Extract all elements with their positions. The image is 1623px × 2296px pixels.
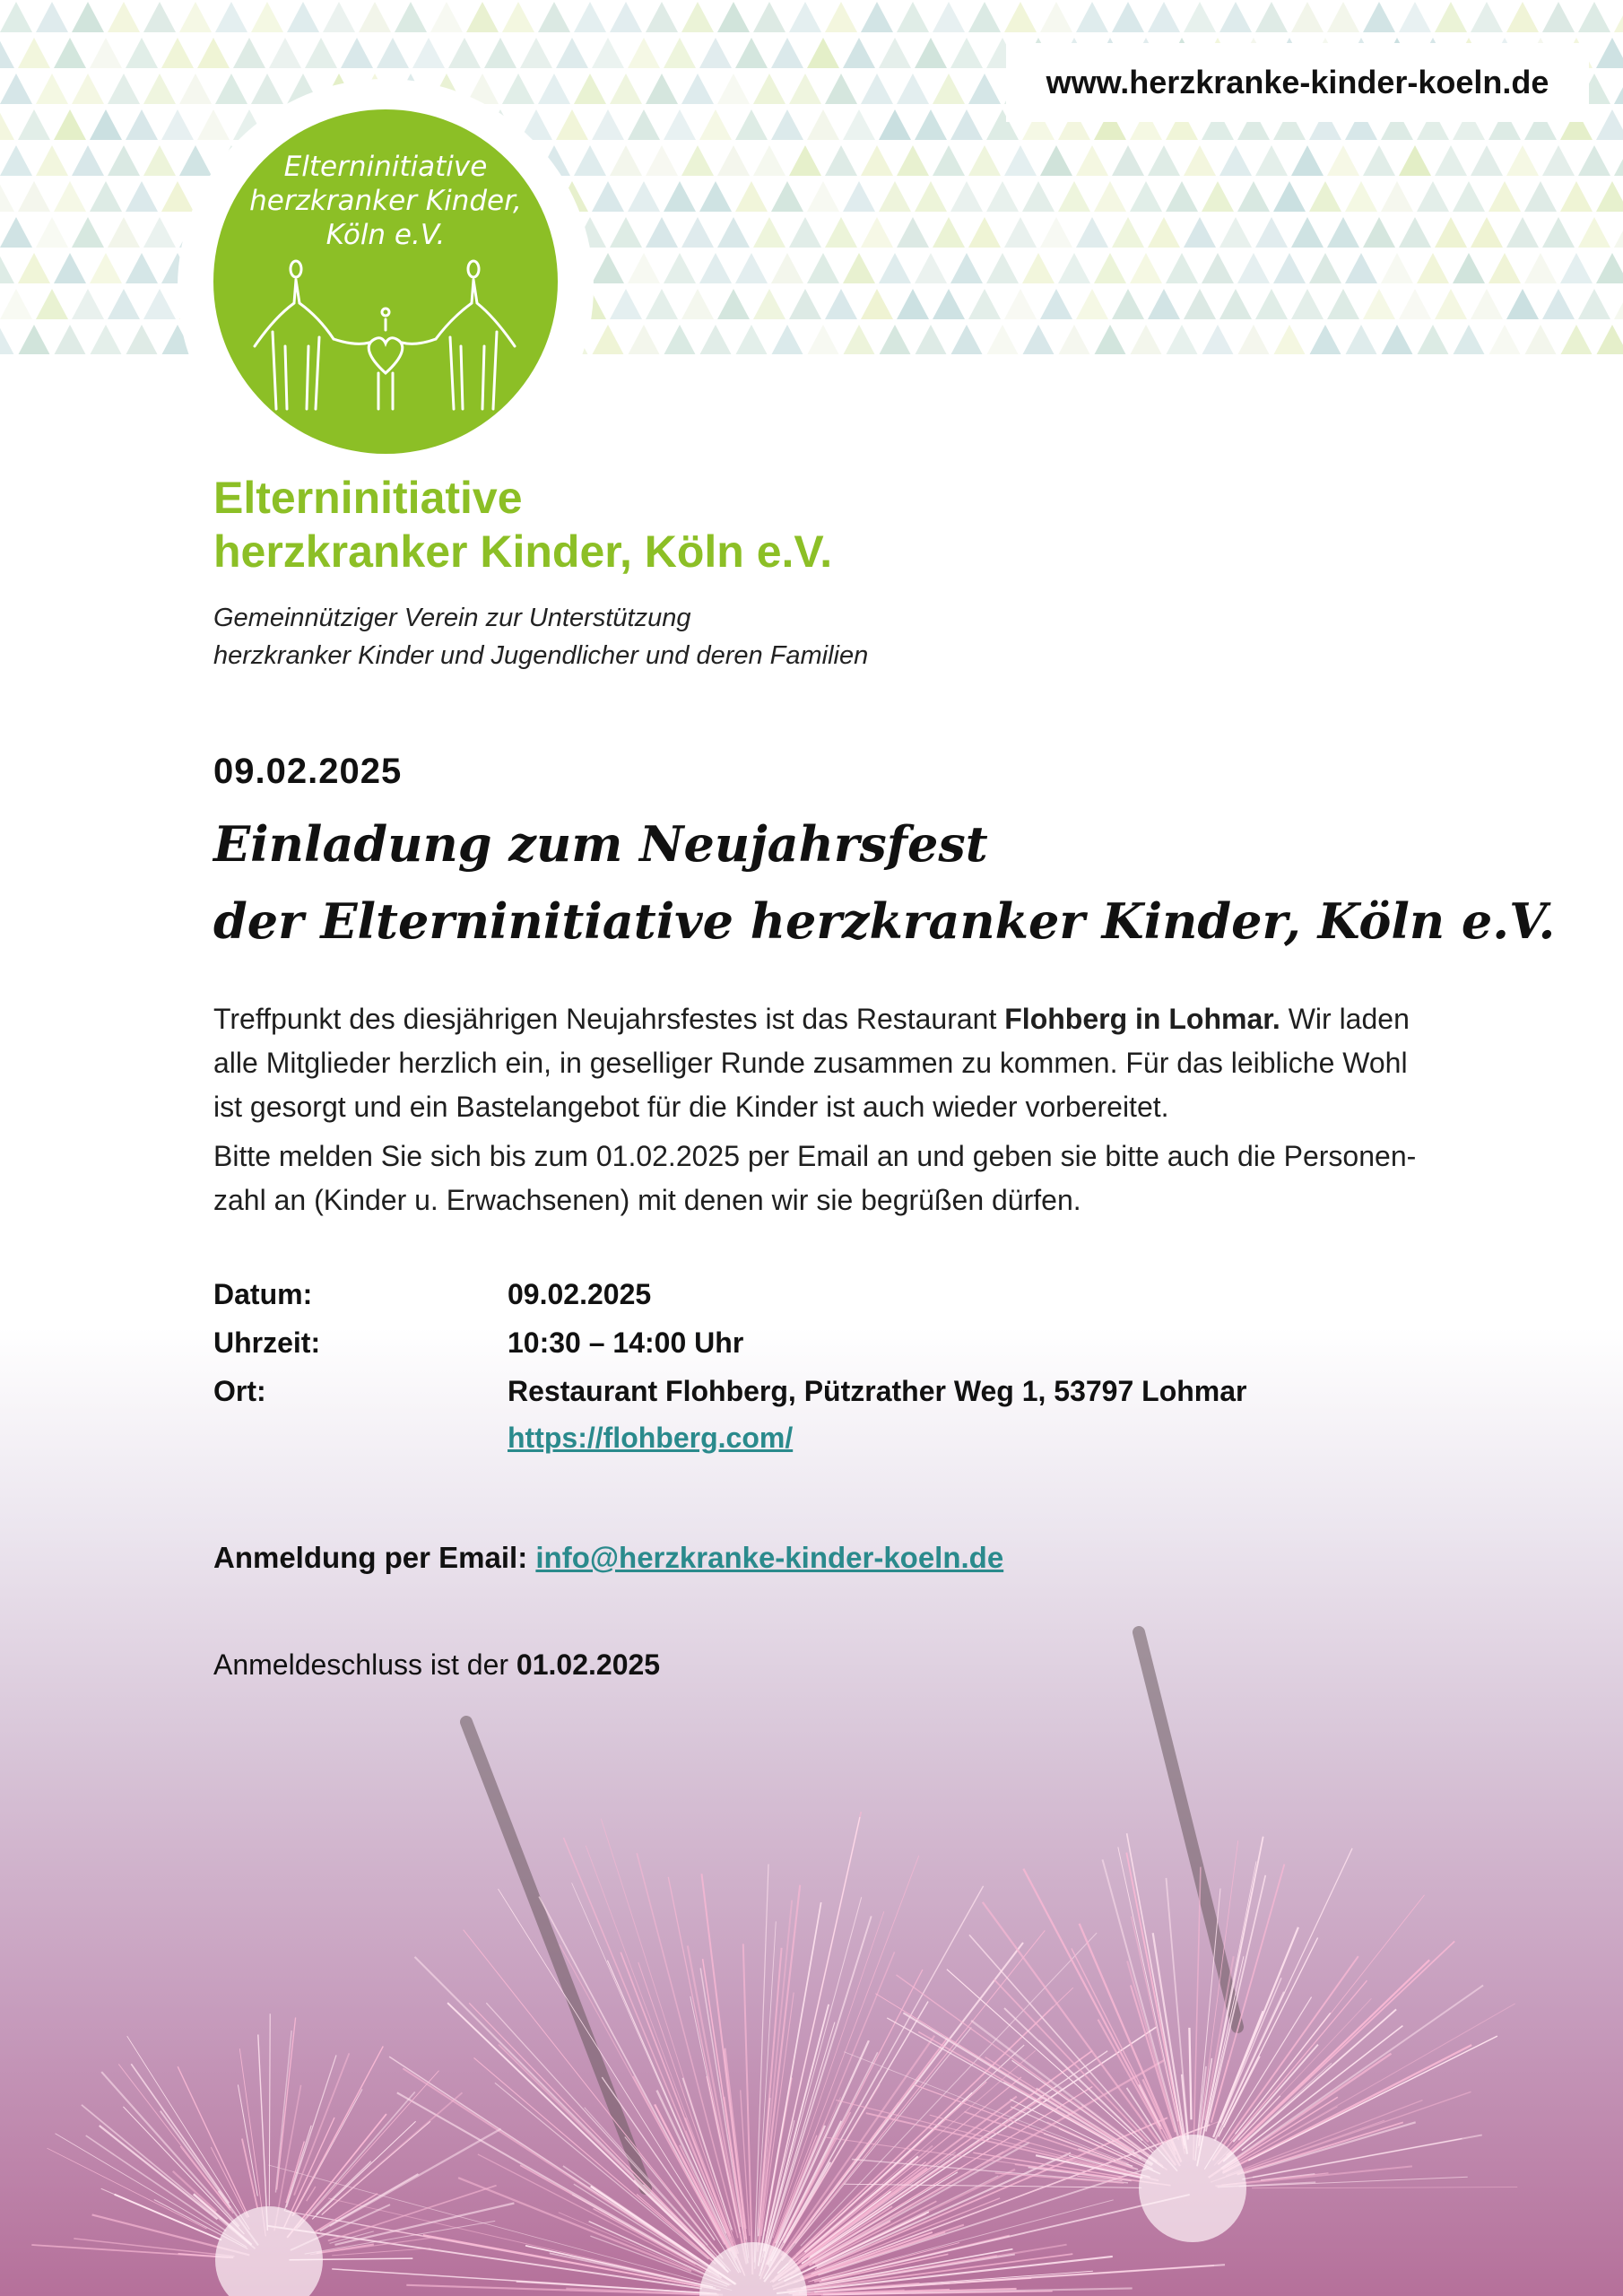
tagline-line2: herzkranker Kinder und Jugendlicher und deren Familien <box>213 641 869 670</box>
tagline-line1: Gemeinnütziger Verein zur Unterstützung <box>213 604 691 632</box>
event-date-heading: 09.02.2025 <box>213 752 403 791</box>
description-paragraph-1: Treffpunkt des diesjährigen Neujahrsfestes ist das Restaurant Flohberg in Lohmar. Wir laden alle Mitglieder herzlich ein, in geselliger Runde zusammen zu kommen. Für das leibliche Wohl ist gesorgt und ein Bastelangebot für die Kinder ist auch wieder vorbereitet. <box>213 1003 1410 1123</box>
event-description <box>213 997 1433 1228</box>
organization-name-line1: Elterninitiative <box>213 473 523 523</box>
deadline-date: 01.02.2025 <box>516 1648 661 1681</box>
organization-name <box>213 471 832 578</box>
logo-text-line2: herzkranker Kinder, <box>249 185 522 217</box>
description-paragraph-2: Bitte melden Sie sich bis zum 01.02.2025 per Email an und geben sie bitte auch die Personen-zahl an (Kinder u. Erwachsenen) mit denen wir sie begrüßen dürfen. <box>213 1140 1417 1216</box>
sparkler-background-image <box>0 1399 1623 2296</box>
registration-email-row <box>213 1541 1003 1575</box>
date-label: Datum: <box>213 1278 313 1310</box>
organization-name-line2: herzkranker Kinder, Köln e.V. <box>213 526 833 577</box>
event-title-line1: Einladung zum Neujahrsfest <box>213 815 988 873</box>
venue-website-link[interactable]: https://flohberg.com/ <box>508 1422 794 1454</box>
place-value: Restaurant Flohberg, Pützrather Weg 1, 53797 Lohmar <box>508 1375 1247 1407</box>
organization-tagline <box>213 599 868 674</box>
time-label: Uhrzeit: <box>213 1326 321 1359</box>
event-title <box>213 805 1555 960</box>
venue-highlight: Flohberg in Lohmar. <box>1004 1003 1280 1035</box>
registration-deadline: Anmeldeschluss ist der 01.02.2025 <box>213 1648 661 1681</box>
registration-email-link[interactable]: info@herzkranke-kinder-koeln.de <box>535 1541 1004 1574</box>
website-url[interactable]: www.herzkranke-kinder-koeln.de <box>1006 43 1589 122</box>
place-label: Ort: <box>213 1375 266 1407</box>
registration-label: Anmeldung per Email: <box>213 1541 528 1574</box>
time-value: 10:30 – 14:00 Uhr <box>508 1326 744 1359</box>
logo-text-line1: Elterninitiative <box>283 151 488 183</box>
organization-logo <box>176 77 595 497</box>
date-value: 09.02.2025 <box>508 1278 652 1310</box>
event-title-line2: der Elterninitiative herzkranker Kinder, Köln e.V. <box>213 892 1556 950</box>
logo-text-line3: Köln e.V. <box>325 219 446 251</box>
